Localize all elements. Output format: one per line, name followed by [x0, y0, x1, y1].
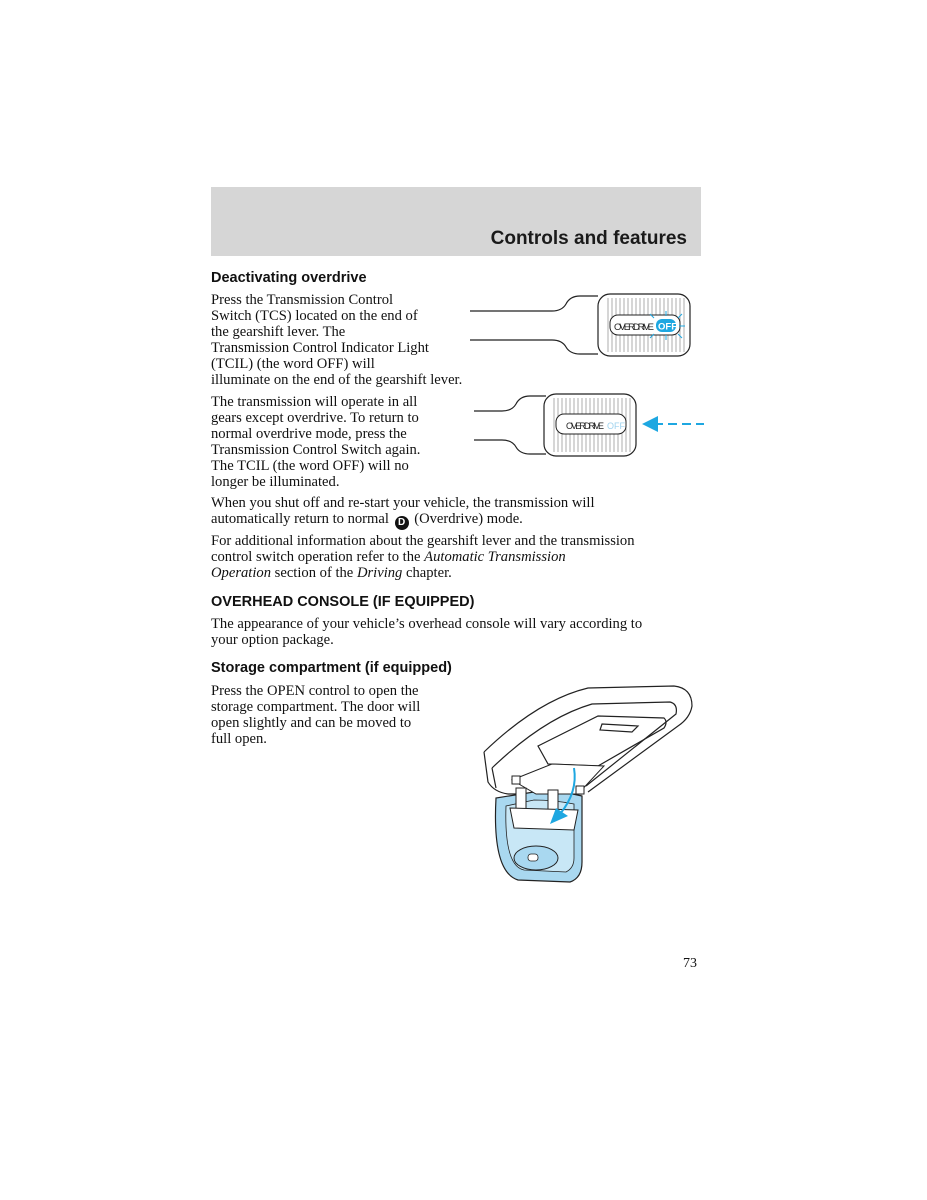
paragraph-storage-compartment	[211, 683, 420, 747]
text-line: illuminate on the end of the gearshift lever.	[211, 372, 463, 388]
text-fragment: (Overdrive) mode.	[414, 511, 523, 527]
section-header-band	[211, 187, 701, 256]
text-fragment: control switch operation refer to the	[211, 549, 421, 565]
storage-compartment-door	[495, 792, 582, 883]
gearshift-lever-illustration	[466, 290, 706, 470]
lever-bottom-indicator: OFF	[607, 421, 625, 431]
text-fragment: section of the	[274, 565, 354, 581]
paragraph-overhead-console	[211, 616, 642, 648]
paragraph-press-tcs	[211, 292, 462, 388]
lever-top-indicator: OFF	[658, 321, 677, 333]
paragraph-additional-info	[211, 533, 635, 581]
text-line	[211, 565, 635, 581]
text-line: For additional information about the gearshift lever and the transmission	[211, 533, 635, 549]
lever-bottom-label: OVERDRIVE	[566, 421, 604, 431]
italic-reference: Automatic Transmission	[424, 549, 566, 565]
text-line: open slightly and can be moved to	[211, 715, 412, 731]
text-line: The appearance of your vehicle’s overhead console will vary according to	[211, 616, 643, 632]
text-line: The transmission will operate in all	[211, 394, 418, 410]
text-line: The TCIL (the word OFF) will no	[211, 458, 409, 474]
text-line: longer be illuminated.	[211, 474, 340, 490]
text-line: Transmission Control Switch again.	[211, 442, 421, 458]
text-line: Press the Transmission Control	[211, 292, 394, 308]
gearshift-lever-bottom	[474, 394, 704, 456]
text-fragment: chapter.	[406, 565, 452, 581]
gearshift-lever-top	[470, 294, 690, 356]
open-control-icon	[528, 854, 538, 861]
overhead-console-illustration	[478, 682, 698, 888]
heading-storage-compartment: Storage compartment (if equipped)	[211, 660, 452, 676]
page-number: 73	[683, 956, 697, 971]
text-line: normal overdrive mode, press the	[211, 426, 407, 442]
press-arrow-icon	[642, 416, 704, 432]
text-line: (TCIL) (the word OFF) will	[211, 356, 375, 372]
text-line: the gearshift lever. The	[211, 324, 346, 340]
text-line: storage compartment. The door will	[211, 699, 421, 715]
text-line: Transmission Control Indicator Light	[211, 340, 429, 356]
text-line	[211, 511, 595, 530]
italic-reference: Driving	[356, 565, 403, 581]
heading-overhead-console: OVERHEAD CONSOLE (IF EQUIPPED)	[211, 594, 475, 610]
paragraph-transmission-operate	[211, 394, 420, 490]
text-line: Switch (TCS) located on the end of	[211, 308, 418, 324]
text-line: Press the OPEN control to open the	[211, 683, 419, 699]
text-line	[211, 549, 635, 565]
text-fragment: automatically return to normal	[211, 511, 389, 527]
heading-deactivating-overdrive: Deactivating overdrive	[211, 270, 367, 286]
page-section-title: Controls and features	[490, 228, 687, 249]
italic-reference: Operation	[211, 565, 271, 581]
lever-top-label: OVERDRIVE	[614, 322, 654, 333]
text-line: gears except overdrive. To return to	[211, 410, 419, 426]
overdrive-d-icon: D	[395, 516, 409, 530]
text-line: When you shut off and re-start your vehicle, the transmission will	[211, 495, 595, 511]
paragraph-restart-vehicle	[211, 495, 595, 530]
text-line: full open.	[211, 731, 267, 747]
text-line: your option package.	[211, 632, 334, 648]
